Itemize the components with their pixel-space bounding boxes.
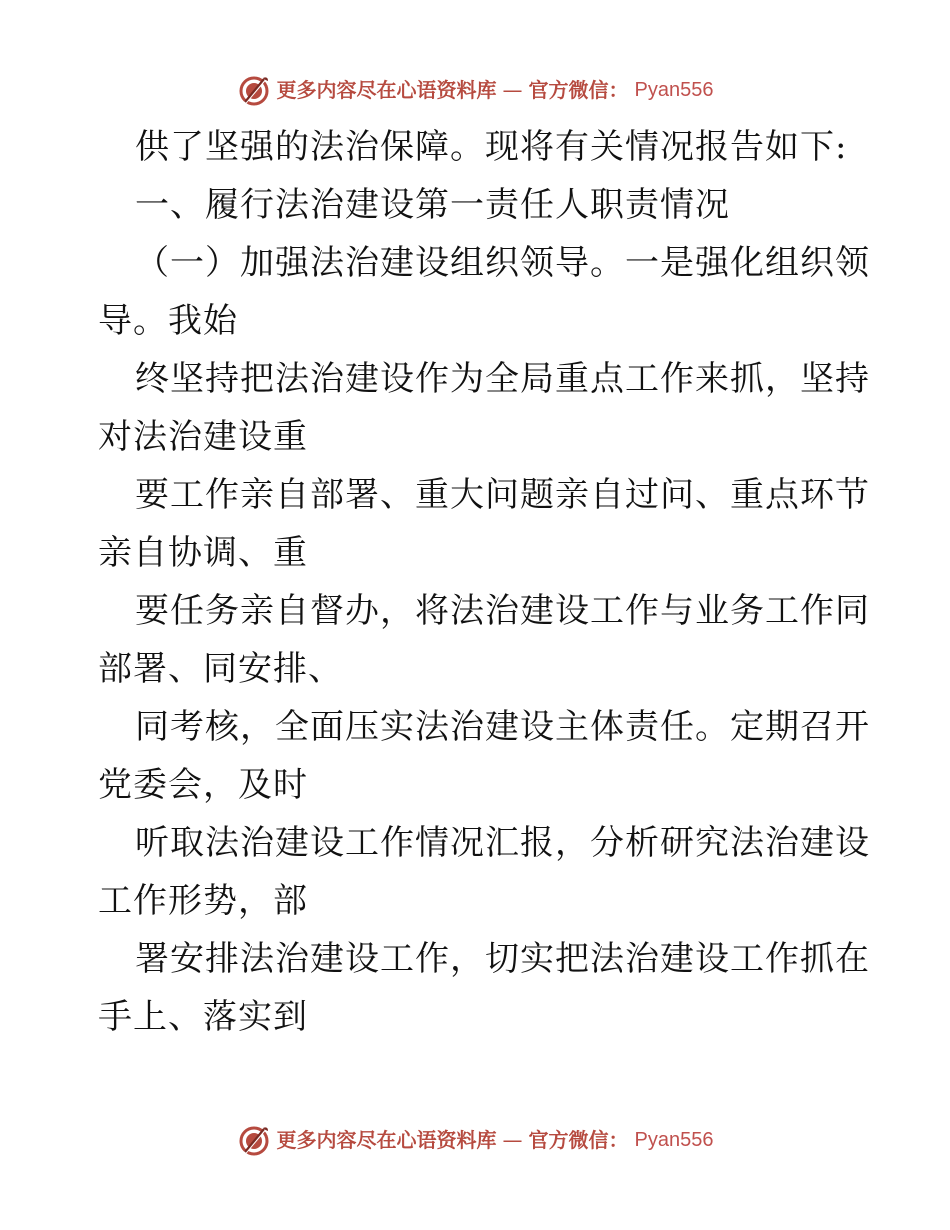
document-line: 工作形势，部	[98, 881, 308, 921]
document-line: 对法治建设重	[98, 417, 308, 457]
section-heading: 一、履行法治建设第一责任人职责情况	[135, 185, 730, 225]
document-body	[98, 118, 870, 1046]
watermark-handle: Pyan556	[634, 79, 714, 101]
header-watermark	[0, 70, 950, 110]
watermark-separator: —	[502, 78, 523, 102]
watermark-separator: —	[502, 1128, 523, 1152]
document-line: 手上、落实到	[98, 997, 308, 1037]
document-line: 供了坚强的法治保障。现将有关情况报告如下:	[135, 127, 848, 167]
document-line: 部署、同安排、	[98, 649, 343, 689]
watermark-account-text: 官方微信：	[528, 1128, 629, 1152]
watermark-banner	[237, 73, 714, 107]
document-line: 党委会，及时	[98, 765, 308, 805]
document-line: 要任务亲自督办，将法治建设工作与业务工作同	[135, 591, 870, 631]
document-line: 终坚持把法治建设作为全局重点工作来抓，坚持	[135, 359, 870, 399]
watermark-site-text: 更多内容尽在心语资料库	[276, 78, 497, 102]
document-line: 听取法治建设工作情况汇报，分析研究法治建设	[135, 823, 870, 863]
watermark-handle: Pyan556	[634, 1129, 714, 1151]
footer-watermark	[0, 1120, 950, 1160]
quill-seal-icon	[237, 73, 271, 107]
document-line: 导。我始	[98, 301, 238, 341]
watermark-account-text: 官方微信：	[528, 78, 629, 102]
watermark-banner	[237, 1123, 714, 1157]
watermark-site-text: 更多内容尽在心语资料库	[276, 1128, 497, 1152]
document-line: 同考核，全面压实法治建设主体责任。定期召开	[135, 707, 870, 747]
document-line: 署安排法治建设工作，切实把法治建设工作抓在	[135, 939, 870, 979]
document-line: 亲自协调、重	[98, 533, 308, 573]
document-line: （一）加强法治建设组织领导。一是强化组织领	[135, 243, 870, 283]
document-line: 要工作亲自部署、重大问题亲自过问、重点环节	[135, 475, 870, 515]
quill-seal-icon	[237, 1123, 271, 1157]
